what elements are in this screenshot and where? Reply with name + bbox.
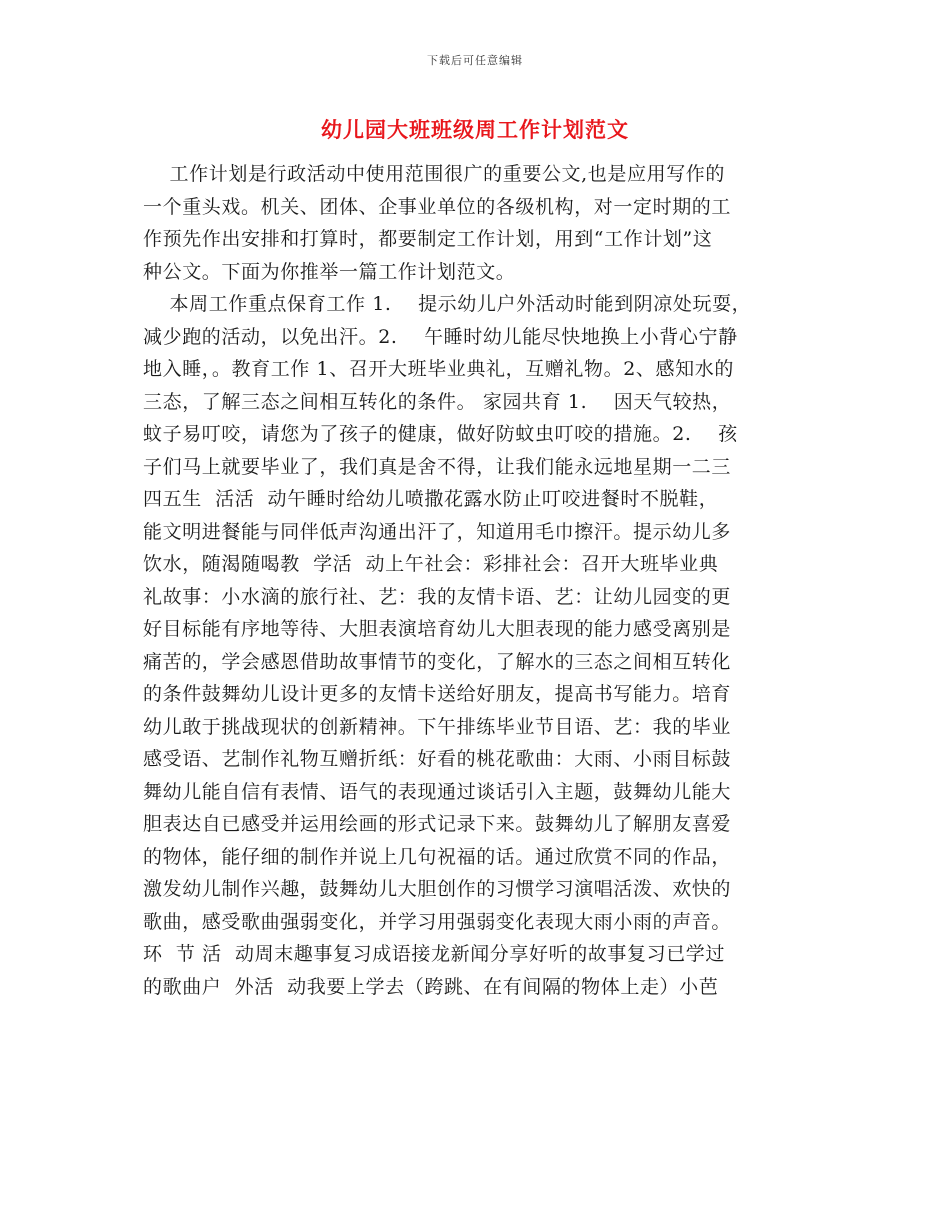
text-line: 感受语、艺制作礼物互赠折纸：好看的桃花歌曲：大雨、小雨目标鼓 [143,748,732,770]
text-line: 幼儿敢于挑战现状的创新精神。下午排练毕业节目语、艺：我的毕业 [143,715,732,738]
text-line: 种公文。下面为你推举一篇工作计划范文。 [143,260,516,283]
text-line: 蚊子易叮咬，请您为了孩子的健康，做好防蚊虫叮咬的措施。2. 孩 [143,423,738,445]
text-line: 减少跑的活动，以免出汗。2. 午睡时幼儿能尽快地换上小背心宁静 [143,325,738,348]
text-line: 四五生 活活 动午睡时给幼儿喷撒花露水防止叮咬进餐时不脱鞋， [143,488,719,510]
text-line: 饮水，随渴随喝教 学活 动上午社会：彩排社会：召开大班毕业典 [143,553,719,575]
text-line: 礼故事：小水滴的旅行社、艺：我的友情卡语、艺：让幼儿园变的更 [143,585,732,608]
header-note: 下载后可任意编辑 [427,54,523,67]
text-line: 工作计划是行政活动中使用范围很广的重要公文,也是应用写作的 [143,163,725,185]
body-text [143,158,815,1003]
document-title: 幼儿园大班班级周工作计划范文 [321,117,629,142]
text-line: 好目标能有序地等待、大胆表演培育幼儿大胆表现的能力感受离别是 [143,618,732,640]
text-line: 环 节 活 动周末趣事复习成语接龙新闻分享好听的故事复习已学过 [143,943,725,965]
text-line: 痛苦的，学会感恩借助故事情节的变化，了解水的三态之间相互转化 [143,650,732,673]
text-line: 子们马上就要毕业了，我们真是舍不得，让我们能永远地星期一二三 [143,455,732,478]
text-line: 地入睡，。教育工作 1、召开大班毕业典礼，互赠礼物。2、感知水的 [143,358,734,380]
text-line: 的条件鼓舞幼儿设计更多的友情卡送给好朋友，提高书写能力。培育 [143,683,732,705]
text-line: 激发幼儿制作兴趣，鼓舞幼儿大胆创作的习惯学习演唱活泼、欢快的 [143,878,732,900]
text-line: 舞幼儿能自信有表情、语气的表现通过谈话引入主题，鼓舞幼儿能大 [143,780,732,803]
text-line: 胆表达自已感受并运用绘画的形式记录下来。鼓舞幼儿了解朋友喜爱 [143,813,732,835]
text-line: 的物体，能仔细的制作并说上几句祝福的话。通过欣赏不同的作品， [143,845,732,868]
text-line: 一个重头戏。机关、团体、企事业单位的各级机构，对一定时期的工 [143,195,732,218]
text-line: 三态，了解三态之间相互转化的条件。 家园共育 1. 因天气较热， [143,390,732,413]
text-line: 歌曲，感受歌曲强弱变化，并学习用强弱变化表现大雨小雨的声音。 [143,910,732,933]
text-line: 作预先作出安排和打算时，都要制定工作计划，用到“工作计划”这 [143,228,713,250]
text-line: 的歌曲户 外活 动我要上学去（跨跳、在有间隔的物体上走）小芭 [143,975,719,998]
text-line: 本周工作重点保育工作 1. 提示幼儿户外活动时能到阴凉处玩耍， [143,293,752,315]
text-line: 能文明进餐能与同伴低声沟通出汗了，知道用毛巾擦汗。提示幼儿多 [143,520,732,543]
